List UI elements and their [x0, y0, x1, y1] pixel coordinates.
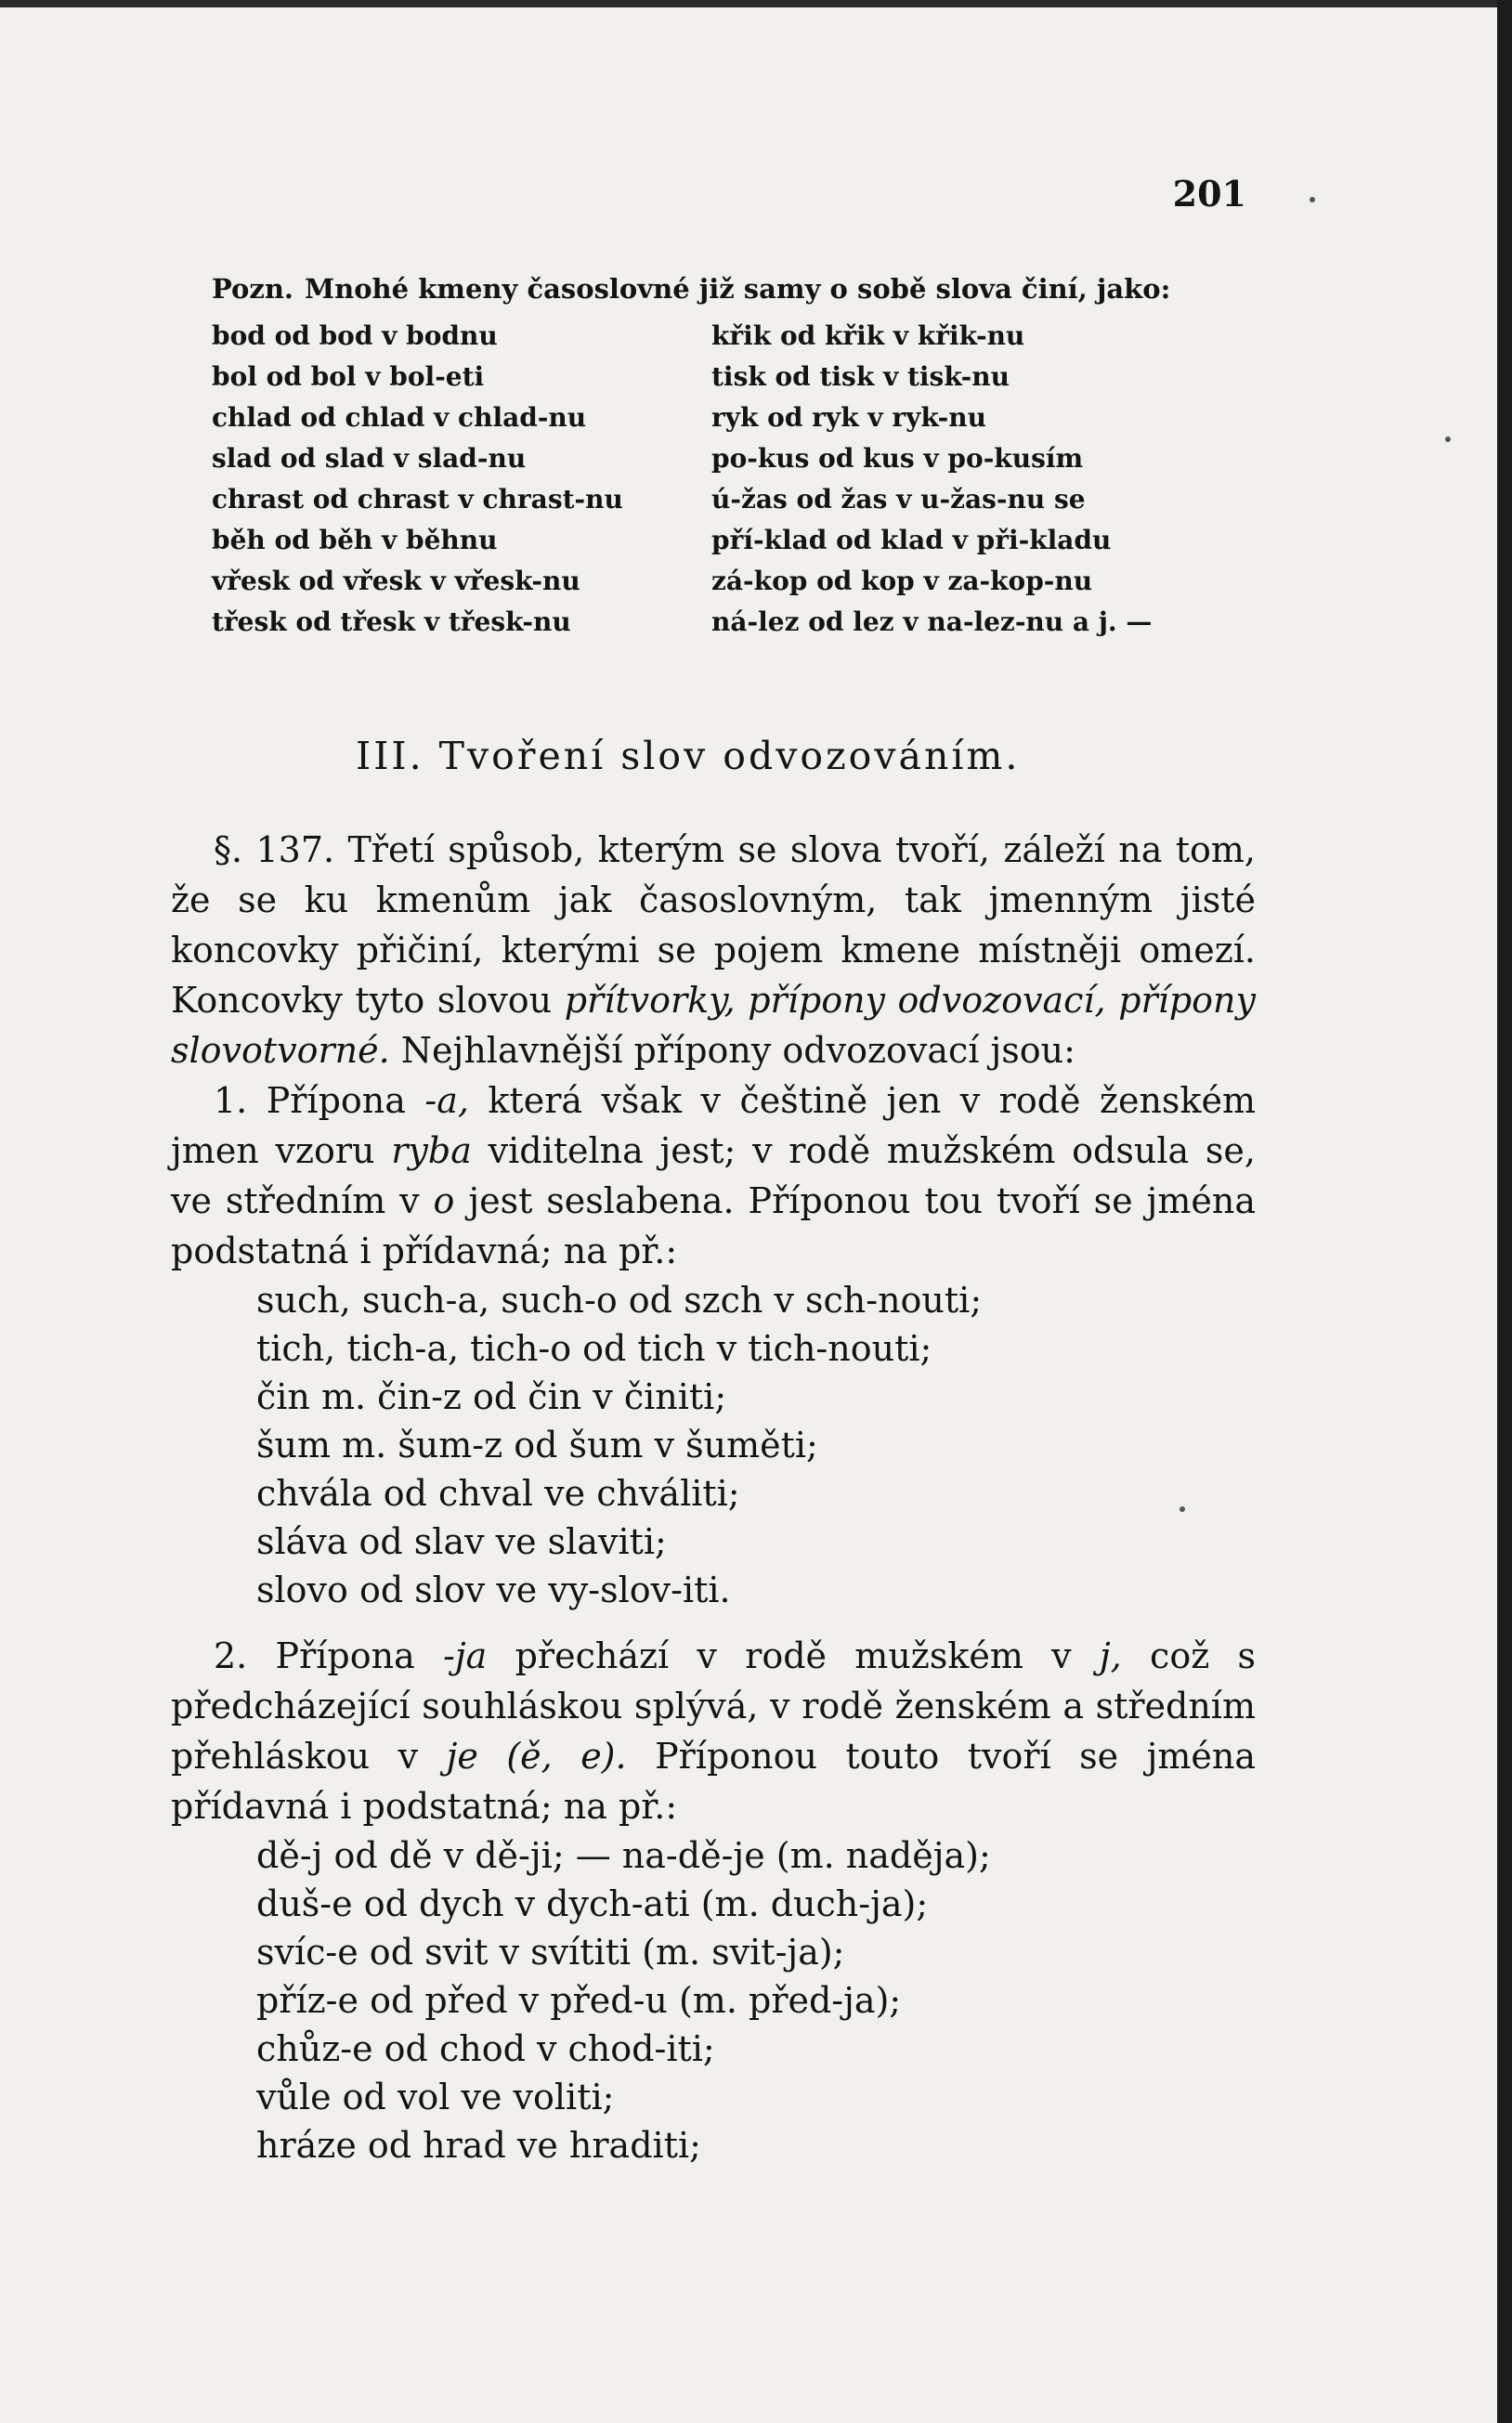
list-item: třesk od třesk v třesk-nu [212, 606, 571, 637]
term: přítvorky, [564, 980, 736, 1021]
list-item: křik od křik v křik-nu [711, 320, 1025, 351]
paragraph-137 [171, 825, 1256, 1075]
example-ending: je [446, 1736, 478, 1777]
suffix: -ja [443, 1635, 488, 1676]
list-item: ú-žas od žas v u-žas-nu se [711, 484, 1086, 515]
list-item: slovo od slov ve vy-slov-iti. [256, 1570, 731, 1610]
list-item: po-kus od kus v po-kusím [711, 443, 1084, 474]
example-word: ryba [391, 1130, 472, 1171]
paragraph-text: Nejhlavnější přípony odvozovací jsou: [400, 1030, 1075, 1071]
paragraph-item-1 [171, 1075, 1256, 1276]
note-left-column [212, 316, 732, 643]
term: přípony slovotvorné. [171, 980, 1256, 1071]
section-title: III. Tvoření slov odvozováním. [356, 734, 1021, 778]
list-item: svíc-e od svit v svítiti (m. svit-ja); [256, 1932, 845, 1973]
scan-top-border [0, 0, 1512, 7]
paragraph-text: jest seslabena. Příponou tou tvoří se jména podstatná i přídavná; na př.: [171, 1180, 1256, 1271]
list-item: tisk od tisk v tisk-nu [711, 361, 1010, 392]
scan-speck [1445, 436, 1451, 442]
paragraph-text: 1. Přípona [214, 1080, 406, 1121]
list-item: pří-klad od klad v při-kladu [711, 525, 1112, 555]
list-item: sláva od slav ve slaviti; [256, 1521, 667, 1562]
list-item: bod od bod v bodnu [212, 320, 498, 351]
paragraph-text: přechází v rodě mužském v [515, 1635, 1072, 1676]
example-ending: (ě, e). [506, 1736, 627, 1777]
scan-right-border [1497, 0, 1512, 2423]
page-number: 201 [1172, 173, 1246, 215]
list-item: zá-kop od kop v za-kop-nu [711, 566, 1093, 596]
example-list-1 [256, 1276, 1256, 1614]
list-item: chůz-e od chod v chod-iti; [256, 2028, 715, 2069]
list-item: příz-e od před v před-u (m. před-ja); [256, 1980, 902, 2021]
list-item: bol od bol v bol-eti [212, 361, 485, 392]
paragraph-text: §. 137. Třetí spůsob, kterým se slova tvoří, záleží na tom, že se ku kmenům jak časoslovným, tak jmenným jisté koncovky přičiní, kterými se pojem kmene místněji omezí. Koncovky tyto slovou [171, 829, 1256, 1021]
list-item: dě-j od dě v dě-ji; — na-dě-je (m. naděja); [256, 1835, 991, 1876]
list-item: duš-e od dych v dych-ati (m. duch-ja); [256, 1883, 929, 1924]
scan-speck [1180, 1506, 1185, 1512]
list-item: chvála od chval ve chváliti; [256, 1473, 740, 1514]
note-label: Pozn. [212, 273, 294, 305]
example-vowel: o [433, 1180, 455, 1221]
term: přípony odvozovací, [748, 980, 1106, 1021]
list-item: ryk od ryk v ryk-nu [711, 402, 986, 433]
suffix: -a, [424, 1080, 469, 1121]
list-item: hráze od hrad ve hraditi; [256, 2125, 701, 2166]
list-item: such, such-a, such-o od szch v sch-nouti; [256, 1280, 983, 1321]
paragraph-text: viditelna jest; v rodě mužském odsula se, ve středním v [171, 1130, 1256, 1221]
list-item: ná-lez od lez v na-lez-nu a j. — [711, 606, 1153, 637]
paragraph-text: která však v češtině jen v rodě ženském jmen vzoru [171, 1080, 1256, 1171]
list-item: šum m. šum-z od šum v šuměti; [256, 1425, 818, 1466]
note-heading-text: Mnohé kmeny časoslovné již samy o sobě slova činí, jako: [305, 273, 1171, 305]
list-item: slad od slad v slad-nu [212, 443, 527, 474]
list-item: běh od běh v běhnu [212, 525, 498, 555]
list-item: chrast od chrast v chrast-nu [212, 484, 623, 515]
scan-speck [1310, 197, 1315, 202]
paragraph-text: 2. Přípona [214, 1635, 415, 1676]
paragraph-text: což s předcházející souhláskou splývá, v rodě ženském a středním přehláskou v [171, 1635, 1256, 1777]
paragraph-item-2 [171, 1631, 1256, 1831]
list-item: tich, tich-a, tich-o od tich v tich-nouti; [256, 1328, 932, 1369]
list-item: chlad od chlad v chlad-nu [212, 402, 587, 433]
example-letter: j, [1099, 1635, 1122, 1676]
list-item: vůle od vol ve voliti; [256, 2077, 615, 2117]
list-item: čin m. čin-z od čin v činiti; [256, 1376, 727, 1417]
note-right-column [711, 316, 1269, 643]
paragraph-text: Příponou touto tvoří se jména přídavná i podstatná; na př.: [171, 1736, 1256, 1827]
example-list-2 [256, 1831, 1256, 2169]
list-item: vřesk od vřesk v vřesk-nu [212, 566, 580, 596]
main-text [171, 825, 1256, 2169]
note-heading [212, 273, 1256, 305]
